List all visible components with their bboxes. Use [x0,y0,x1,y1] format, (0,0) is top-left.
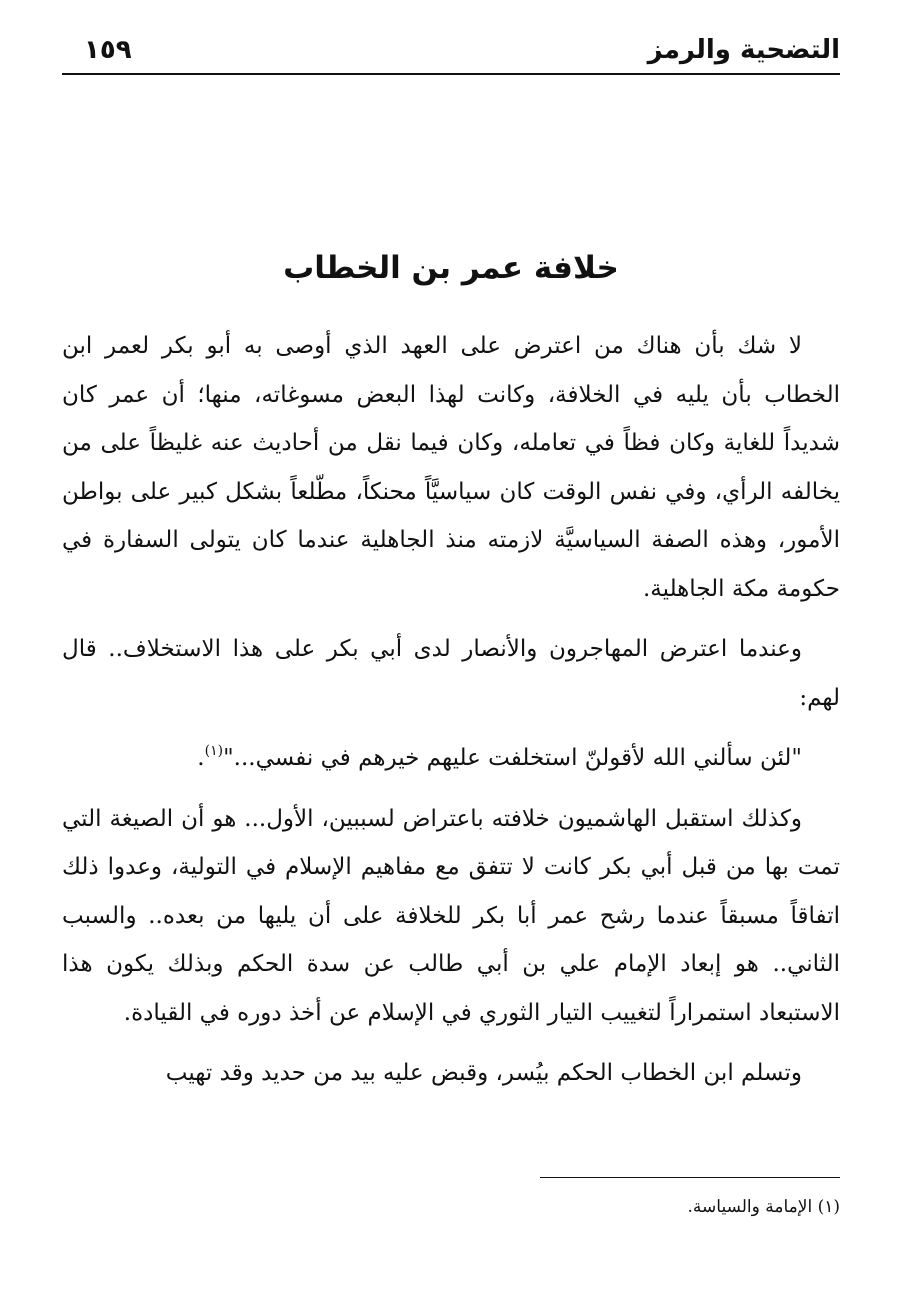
footnote: (١) الإمامة والسياسة. [687,1197,840,1217]
paragraph-5: وتسلم ابن الخطاب الحكم بيُسر، وقبض عليه بيد من حديد وقد تهيب [165,1060,802,1086]
paragraph-4: وكذلك استقبل الهاشميون خلافته باعتراض لسببين، الأول... هو أن الصيغة التي تمت بها من قبل أبي بكر كانت لا تتفق مع مفاهيم الإسلام في التولية، وعدوا ذلك اتفاقاً مسبقاً عندما رشح عمر أبا بكر للخلافة على أن يليها من بعده.. والسبب الثاني.. هو إبعاد الإمام علي بن أبي طالب عن سدة الحكم وبذلك يكون هذا الاستبعاد استمراراً لتغييب التيار الثوري في الإسلام عن أخذ دوره في القيادة. [62,805,840,1026]
footnote-reference[interactable]: (١) [204,743,224,759]
running-title: التضحية والرمز [647,35,840,65]
page-number: ١٥٩ [84,35,132,65]
quote-text: "لئن سألني الله لأقولنّ استخلفت عليهم خيرهم في نفسي..." [223,745,802,771]
chapter-title: خلافة عمر بن الخطاب [283,250,619,286]
body-text [62,322,840,1110]
running-header [62,30,840,72]
paragraph-2: وعندما اعترض المهاجرون والأنصار لدى أبي بكر على هذا الاستخلاف.. قال لهم: [62,636,840,711]
quote-paragraph [62,734,840,783]
header-rule [62,73,840,75]
quote-end-mark: . [197,745,205,771]
paragraph-1: لا شك بأن هناك من اعترض على العهد الذي أوصى به أبو بكر لعمر ابن الخطاب بأن يليه في الخلافة، وكانت لهذا البعض مسوغاته، منها؛ أن عمر كان شديداً للغاية وكان فظاً في تعامله، وكان فيما نقل من أحاديث عنه غليظاً على من يخالفه الرأي، وفي نفس الوقت كان سياسيَّاً محنكاً، مطّلعاً بشكل كبير على بواطن الأمور، وهذه الصفة السياسيَّة لازمته منذ الجاهلية عندما كان يتولى السفارة في حكومة مكة الجاهلية. [62,333,840,602]
footnote-rule [540,1177,840,1178]
